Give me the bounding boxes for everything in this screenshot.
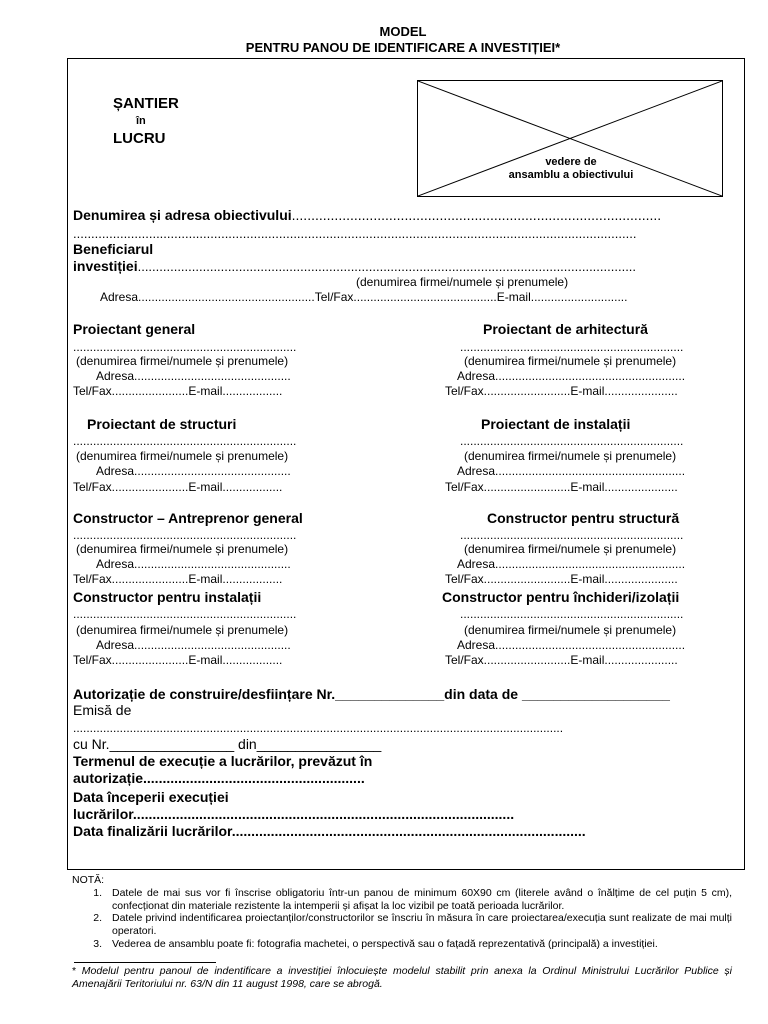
cs-hint: (denumirea firmei/numele și prenumele) [464, 542, 677, 556]
authorization-dots: ................................................................................................................................................... [73, 721, 564, 735]
pg-dots: ................................................................... [73, 340, 297, 354]
note-text: Datele privind indentificarea proiectanților/constructorilor se înscriu în măsura în care proiectarea/execuția sunt realizate de mai mulți operatori. [112, 912, 732, 938]
ps-dots: ................................................................... [73, 434, 297, 448]
pi-tel: Tel/Fax..........................E-mail...................... [445, 480, 678, 494]
footnote [72, 965, 732, 991]
pi-dots: ................................................................... [460, 434, 684, 448]
pg-hint: (denumirea firmei/numele și prenumele) [76, 354, 289, 368]
start-line2: lucrărilor.................................................................................................. [73, 806, 515, 822]
constructor-inchideri-label: Constructor pentru închideri/izolații [442, 589, 680, 605]
beneficiary-row [73, 259, 636, 273]
pg-adresa: Adresa............................................... [96, 369, 291, 383]
start-line1: Data începerii execuției [73, 789, 229, 805]
site-label-line2: în [136, 115, 146, 127]
document-title: MODEL [379, 24, 427, 39]
pa-hint: (denumirea firmei/numele și prenumele) [464, 354, 677, 368]
cg-dots: ................................................................... [73, 528, 297, 542]
end-line: Data finalizării lucrărilor........................................................................................... [73, 823, 586, 839]
objective-dots-line2: ............................................................................................................................................................ [73, 226, 637, 241]
beneficiary-label-line2: investiției [73, 258, 138, 274]
cin-dots: ................................................................... [460, 607, 684, 621]
term-line1: Termenul de execuție a lucrărilor, prevăzut în [73, 753, 373, 769]
ci-adresa: Adresa............................................... [96, 638, 291, 652]
ci-hint: (denumirea firmei/numele și prenumele) [76, 623, 289, 637]
cg-tel: Tel/Fax.......................E-mail.................. [73, 572, 283, 586]
ps-adresa: Adresa............................................... [96, 464, 291, 478]
pa-dots: ................................................................... [460, 340, 684, 354]
image-caption-line2: ansamblu a obiectivului [508, 169, 634, 181]
footnote-divider [74, 962, 216, 963]
note-item [72, 887, 732, 913]
cs-tel: Tel/Fax..........................E-mail...................... [445, 572, 678, 586]
term-line2: autorizație......................................................... [73, 770, 365, 786]
constructor-instalatii-label: Constructor pentru instalații [73, 589, 262, 605]
pi-hint: (denumirea firmei/numele și prenumele) [464, 449, 677, 463]
ps-tel: Tel/Fax.......................E-mail.................. [73, 480, 283, 494]
ci-dots: ................................................................... [73, 607, 297, 621]
constructor-structura-label: Constructor pentru structură [487, 510, 680, 526]
cg-adresa: Adresa............................................... [96, 557, 291, 571]
cs-dots: ................................................................... [460, 528, 684, 542]
cin-tel: Tel/Fax..........................E-mail...................... [445, 653, 678, 667]
proiectant-arhitectura-label: Proiectant de arhitectură [483, 321, 648, 337]
cin-hint: (denumirea firmei/numele și prenumele) [464, 623, 677, 637]
image-caption-line1: vedere de [545, 156, 597, 168]
document-subtitle: PENTRU PANOU DE IDENTIFICARE A INVESTIȚIEI* [245, 40, 561, 55]
ci-tel: Tel/Fax.......................E-mail.................. [73, 653, 283, 667]
note-item [72, 912, 732, 938]
beneficiary-label-line1: Beneficiarul [73, 241, 154, 257]
constructor-general-label: Constructor – Antreprenor general [73, 510, 303, 526]
notes-section [72, 874, 732, 951]
beneficiary-contact: Adresa.....................................................Tel/Fax...........................................E-mail............................. [100, 290, 628, 304]
pa-tel: Tel/Fax..........................E-mail...................... [445, 384, 678, 398]
cs-adresa: Adresa......................................................... [457, 557, 686, 571]
pg-tel: Tel/Fax.......................E-mail.................. [73, 384, 283, 398]
site-label-line3: LUCRU [113, 130, 166, 147]
cg-hint: (denumirea firmei/numele și prenumele) [76, 542, 289, 556]
beneficiary-dots: .......................................................................................................................................... [137, 259, 637, 274]
objective-row [73, 208, 661, 222]
footnote-mark: * [72, 965, 77, 977]
proiectant-structuri-label: Proiectant de structuri [87, 416, 237, 432]
site-label-line1: ȘANTIER [113, 95, 179, 112]
note-text: Vederea de ansamblu poate fi: fotografia machetei, o perspectivă sau o fațadă reprezentativă (principală) a investiției. [112, 937, 658, 950]
note-number: 3. [93, 937, 102, 950]
note-item [72, 938, 732, 951]
footnote-text: Modelul pentru panoul de indentificare a investiției înlocuiește modelul stabilit prin anexa la Ordinul Ministrului Lucrărilor Publice și Amenajării Teritoriului nr. 63/N din 11 august 1998, care se abrogă. [72, 965, 732, 991]
proiectant-general-label: Proiectant general [73, 321, 196, 337]
overview-image-placeholder [417, 80, 723, 197]
authorization-line: Autorizație de construire/desființare Nr.______________din data de ___________________ [73, 686, 670, 702]
proiectant-instalatii-label: Proiectant de instalații [481, 416, 631, 432]
notes-label: NOTĂ: [72, 874, 105, 886]
note-text: Datele de mai sus vor fi înscrise obligatoriu într-un panou de minimum 60X90 cm (literele având o înălțime de cel puțin 5 cm), confecționat din materiale rezistente la intemperii și afișat la loc vizibil pe toată perioada lucrărilor. [112, 886, 732, 912]
pi-adresa: Adresa......................................................... [457, 464, 686, 478]
objective-label: Denumirea și adresa obiectivului [73, 207, 292, 223]
authorization-emisa: Emisă de [73, 702, 132, 718]
ps-hint: (denumirea firmei/numele și prenumele) [76, 449, 289, 463]
cin-adresa: Adresa......................................................... [457, 638, 686, 652]
authorization-nr: cu Nr.________________ din________________ [73, 736, 382, 752]
note-number: 2. [93, 912, 102, 925]
note-number: 1. [93, 886, 102, 899]
objective-dots: ............................................................................................... [291, 207, 662, 223]
pa-adresa: Adresa......................................................... [457, 369, 686, 383]
beneficiary-hint: (denumirea firmei/numele și prenumele) [356, 275, 569, 289]
